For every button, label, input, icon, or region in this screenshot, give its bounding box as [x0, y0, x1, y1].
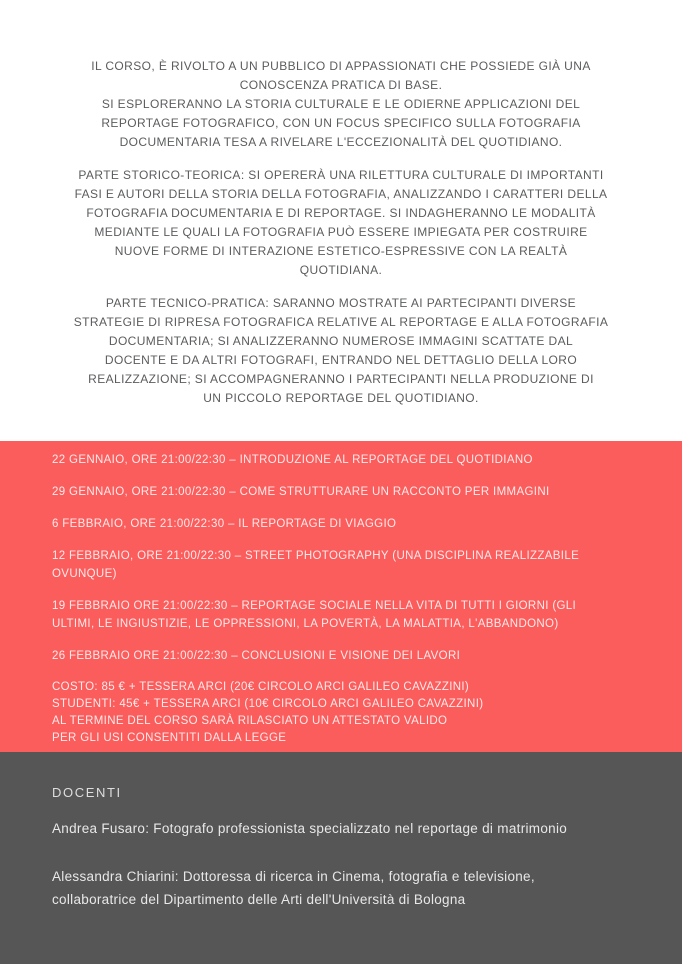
text-line: MEDIANTE LE QUALI LA FOTOGRAFIA PUÒ ESSERE IMPIEGATA PER COSTRUIRE [94, 225, 588, 239]
text-line: CONOSCENZA PRATICA DI BASE. [239, 78, 443, 92]
docenti-section [0, 752, 682, 964]
text-line: DOCENTE E DA ALTRI FOTOGRAFI, ENTRANDO NEL DETTAGLIO DELLA LORO [104, 353, 578, 367]
session-item [52, 597, 652, 633]
text-line: REPORTAGE FOTOGRAFICO, CON UN FOCUS SPECIFICO SULLA FOTOGRAFIA [101, 116, 581, 130]
text-line: 29 GENNAIO, ORE 21:00/22:30 – COME STRUTTURARE UN RACCONTO PER IMMAGINI [52, 486, 550, 498]
text-line: NUOVE FORME DI INTERAZIONE ESTETICO-ESPRESSIVE CON LA REALTÀ [114, 244, 568, 258]
text-line: Andrea Fusaro: Fotografo professionista specializzato nel reportage di matrimonio [52, 821, 568, 836]
text-line: 26 FEBBRAIO ORE 21:00/22:30 – CONCLUSIONI E VISIONE DEI LAVORI [52, 650, 461, 662]
text-line: DOCUMENTARIA TESA A RIVELARE L'ECCEZIONALITÀ DEL QUOTIDIANO. [119, 135, 563, 149]
text-line: UN PICCOLO REPORTAGE DEL QUOTIDIANO. [203, 391, 479, 405]
session-item [52, 547, 652, 583]
text-line: STUDENTI: 45€ + TESSERA ARCI (10€ CIRCOLO ARCI GALILEO CAVAZZINI) [52, 698, 484, 710]
teacher-list [52, 817, 652, 911]
text-line: FASI E AUTORI DELLA STORIA DELLA FOTOGRAFIA, ANALIZZANDO I CARATTERI DELLA [74, 187, 608, 201]
text-line: IL CORSO, È RIVOLTO A UN PUBBLICO DI APPASSIONATI CHE POSSIEDE GIÀ UNA [91, 59, 591, 73]
session-item [52, 451, 652, 469]
session-list [52, 451, 652, 665]
text-line: Alessandra Chiarini: Dottoressa di ricerca in Cinema, fotografia e televisione, [52, 869, 535, 884]
text-line: SI ESPLORERANNO LA STORIA CULTURALE E LE ODIERNE APPLICAZIONI DEL [101, 97, 581, 111]
text-line: 12 FEBBRAIO, ORE 21:00/22:30 – STREET PHOTOGRAPHY (UNA DISCIPLINA REALIZZABILE [52, 550, 580, 562]
text-line: 19 FEBBRAIO ORE 21:00/22:30 – REPORTAGE SOCIALE NELLA VITA DI TUTTI I GIORNI (GLI [52, 600, 577, 612]
docenti-heading: DOCENTI [52, 785, 122, 800]
text-line: QUOTIDIANA. [299, 263, 383, 277]
text-line: COSTO: 85 € + TESSERA ARCI (20€ CIRCOLO ARCI GALILEO CAVAZZINI) [52, 681, 470, 693]
text-line: PARTE TECNICO-PRATICA: SARANNO MOSTRATE AI PARTECIPANTI DIVERSE [105, 296, 577, 310]
text-line: DOCUMENTARIA; SI ANALIZZERANNO NUMEROSE IMMAGINI SCATTATE DAL [108, 334, 574, 348]
schedule-section [0, 441, 682, 752]
session-item [52, 515, 652, 533]
teacher-bio [52, 817, 652, 840]
session-item [52, 483, 652, 501]
text-line: 22 GENNAIO, ORE 21:00/22:30 – INTRODUZIONE AL REPORTAGE DEL QUOTIDIANO [52, 454, 533, 466]
text-line: PARTE STORICO-TEORICA: SI OPERERÀ UNA RILETTURA CULTURALE DI IMPORTANTI [78, 168, 604, 182]
course-description-section [0, 0, 682, 441]
text-line: FOTOGRAFIA DOCUMENTARIA E DI REPORTAGE. SI INDAGHERANNO LE MODALITÀ [86, 206, 596, 220]
text-line: REALIZZAZIONE; SI ACCOMPAGNERANNO I PARTECIPANTI NELLA PRODUZIONE DI [88, 372, 594, 386]
text-line: AL TERMINE DEL CORSO SARÀ RILASCIATO UN ATTESTATO VALIDO [52, 715, 448, 727]
course-description-paragraph [0, 166, 682, 280]
course-description-paragraph [0, 294, 682, 408]
text-line: ULTIMI, LE INGIUSTIZIE, LE OPPRESSIONI, LA POVERTÀ, LA MALATTIA, L'ABBANDONO) [52, 618, 559, 630]
text-line: STRATEGIE DI RIPRESA FOTOGRAFICA RELATIVE AL REPORTAGE E ALLA FOTOGRAFIA [73, 315, 609, 329]
text-line: collaboratrice del Dipartimento delle Arti dell'Università di Bologna [52, 892, 466, 907]
text-line: PER GLI USI CONSENTITI DALLA LEGGE [52, 732, 287, 744]
session-item [52, 647, 652, 665]
text-line: OVUNQUE) [52, 568, 117, 580]
course-description-paragraph [0, 57, 682, 152]
teacher-bio [52, 865, 652, 911]
pricing-info [52, 679, 652, 747]
text-line: 6 FEBBRAIO, ORE 21:00/22:30 – IL REPORTAGE DI VIAGGIO [52, 518, 397, 530]
